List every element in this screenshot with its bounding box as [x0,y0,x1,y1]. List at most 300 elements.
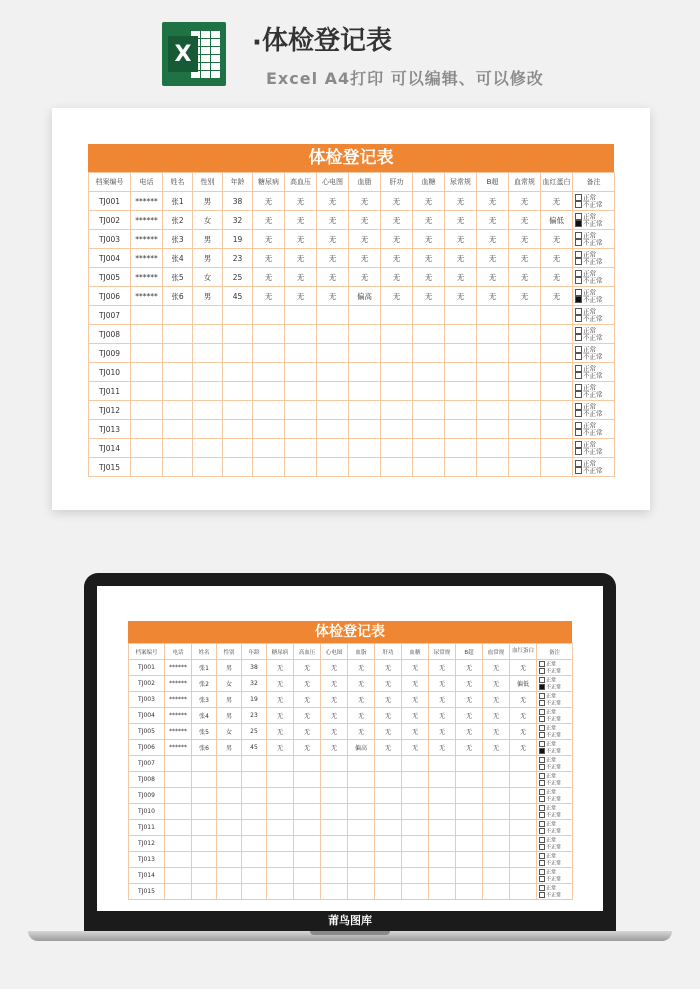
table-row [89,249,615,268]
table-cell [381,325,413,344]
normal-checkbox[interactable] [575,289,582,296]
abnormal-checkbox[interactable] [575,429,582,436]
table-cell: 张4 [163,249,193,268]
table-cell: 男 [217,708,242,724]
note-cell [537,740,573,756]
abnormal-checkbox[interactable] [575,277,582,284]
table-cell [131,420,163,439]
table-cell: 无 [348,724,375,740]
table-cell [509,325,541,344]
sheet-title-small: 体检登记表 [128,621,572,643]
table-cell: 无 [294,724,321,740]
normal-checkbox[interactable] [539,837,545,843]
table-cell [285,344,317,363]
abnormal-checkbox[interactable] [575,448,582,455]
table-cell: 25 [242,724,267,740]
table-cell: 无 [267,724,294,740]
abnormal-checkbox[interactable] [575,258,582,265]
abnormal-checkbox[interactable] [575,467,582,474]
table-cell [192,868,217,884]
table-cell [285,382,317,401]
normal-checkbox[interactable] [575,251,582,258]
abnormal-checkbox[interactable] [539,828,545,834]
table-cell [456,804,483,820]
column-header: 血糖 [413,173,445,192]
header-row [89,173,615,192]
table-cell [541,306,573,325]
abnormal-checkbox[interactable] [539,684,545,690]
table-cell [375,756,402,772]
column-header: 心电图 [321,644,348,660]
normal-label: 正常 [546,661,557,668]
table-cell [429,820,456,836]
table-row [89,287,615,306]
table-cell [381,420,413,439]
normal-checkbox[interactable] [575,403,582,410]
table-cell [285,439,317,458]
note-cell [573,420,615,439]
normal-label: 正常 [546,709,557,716]
table-cell: 无 [285,249,317,268]
table-cell [294,820,321,836]
table-cell [294,804,321,820]
table-cell [349,344,381,363]
table-cell [375,836,402,852]
record-id-cell: TJ002 [129,676,165,692]
table-cell: 无 [509,211,541,230]
record-id-cell: TJ006 [89,287,131,306]
table-cell [456,868,483,884]
table-cell [509,306,541,325]
table-cell [267,788,294,804]
table-cell: 19 [223,230,253,249]
normal-label: 正常 [583,459,596,467]
normal-checkbox[interactable] [575,232,582,239]
table-cell: 38 [223,192,253,211]
table-cell [193,306,223,325]
table-cell: 无 [375,692,402,708]
note-cell [537,788,573,804]
table-cell: 无 [445,287,477,306]
table-cell [375,788,402,804]
table-cell [349,325,381,344]
table-cell: 无 [317,230,349,249]
normal-checkbox[interactable] [575,213,582,220]
note-cell [537,692,573,708]
normal-checkbox[interactable] [575,365,582,372]
table-cell [348,756,375,772]
normal-checkbox[interactable] [539,821,545,827]
column-header: 血脂 [349,173,381,192]
table-cell: 男 [217,692,242,708]
table-cell: 张2 [192,676,217,692]
table-cell [348,884,375,900]
table-cell: 无 [267,740,294,756]
note-cell [573,287,615,306]
table-cell: 男 [193,287,223,306]
table-cell: 45 [223,287,253,306]
table-cell [429,836,456,852]
normal-checkbox[interactable] [539,805,545,811]
abnormal-checkbox[interactable] [539,876,545,882]
abnormal-checkbox[interactable] [539,796,545,802]
abnormal-checkbox[interactable] [539,732,545,738]
abnormal-label: 不正常 [546,796,562,802]
normal-checkbox[interactable] [575,308,582,315]
record-id-cell: TJ013 [89,420,131,439]
record-id-cell: TJ013 [129,852,165,868]
table-cell [349,420,381,439]
table-row [129,708,573,724]
normal-label: 正常 [546,693,557,700]
normal-checkbox[interactable] [575,460,582,467]
table-cell [402,884,429,900]
table-cell [267,836,294,852]
table-cell [413,382,445,401]
abnormal-checkbox[interactable] [539,716,545,722]
column-header: 档案编号 [129,644,165,660]
table-cell [192,788,217,804]
column-header: 血糖 [402,644,429,660]
normal-checkbox[interactable] [575,270,582,277]
table-cell [349,306,381,325]
table-cell: 无 [429,692,456,708]
table-row [129,820,573,836]
table-cell [541,363,573,382]
note-cell [573,344,615,363]
normal-checkbox[interactable] [539,693,545,699]
abnormal-checkbox[interactable] [539,892,545,898]
abnormal-label: 不正常 [583,314,603,323]
table-cell [242,820,267,836]
table-cell [510,820,537,836]
table-cell [541,439,573,458]
abnormal-checkbox[interactable] [575,410,582,417]
table-row [129,788,573,804]
abnormal-checkbox[interactable] [575,239,582,246]
table-cell: 张5 [163,268,193,287]
record-id-cell: TJ008 [129,772,165,788]
table-cell [294,788,321,804]
table-cell [381,363,413,382]
note-cell [573,401,615,420]
record-id-cell: TJ006 [129,740,165,756]
note-cell [573,306,615,325]
table-cell: 无 [429,740,456,756]
table-cell: 无 [349,192,381,211]
normal-checkbox[interactable] [539,853,545,859]
table-cell [349,382,381,401]
record-id-cell: TJ007 [129,756,165,772]
table-cell [317,439,349,458]
table-cell [483,884,510,900]
abnormal-checkbox[interactable] [575,220,582,227]
table-cell: 无 [402,708,429,724]
note-cell [573,211,615,230]
table-cell [483,836,510,852]
column-header: 年龄 [242,644,267,660]
table-cell [477,420,509,439]
table-cell [402,804,429,820]
table-cell: 无 [429,708,456,724]
table-cell [217,852,242,868]
abnormal-checkbox[interactable] [539,812,545,818]
normal-label: 正常 [583,231,596,239]
abnormal-label: 不正常 [546,748,562,754]
normal-checkbox[interactable] [539,757,545,763]
record-id-cell: TJ011 [89,382,131,401]
table-cell: ****** [131,211,163,230]
table-cell: 张4 [192,708,217,724]
column-header: 电话 [165,644,192,660]
normal-checkbox[interactable] [539,741,545,747]
table-cell: 女 [217,676,242,692]
table-cell [267,852,294,868]
table-cell: ****** [131,268,163,287]
abnormal-checkbox[interactable] [539,700,545,706]
table-cell [165,836,192,852]
table-cell [131,363,163,382]
table-cell: 无 [429,724,456,740]
table-cell: 23 [223,249,253,268]
table-cell [223,420,253,439]
table-cell [242,804,267,820]
table-cell [429,756,456,772]
table-cell: 无 [267,708,294,724]
normal-label: 正常 [546,677,557,684]
normal-checkbox[interactable] [539,661,545,667]
table-cell [477,439,509,458]
table-cell: 无 [402,676,429,692]
note-cell [537,772,573,788]
column-header: B超 [477,173,509,192]
table-cell [429,852,456,868]
normal-checkbox[interactable] [575,194,582,201]
table-cell: 无 [294,660,321,676]
normal-checkbox[interactable] [539,677,545,683]
abnormal-checkbox[interactable] [539,844,545,850]
abnormal-checkbox[interactable] [575,296,582,303]
normal-checkbox[interactable] [575,346,582,353]
table-cell [217,804,242,820]
table-cell [317,363,349,382]
table-cell [253,382,285,401]
table-cell [321,836,348,852]
table-cell [429,868,456,884]
table-cell: 无 [253,287,285,306]
table-cell [510,804,537,820]
table-cell [242,836,267,852]
table-cell [402,788,429,804]
table-cell [131,382,163,401]
table-cell [541,458,573,477]
table-cell [217,772,242,788]
table-cell [242,788,267,804]
column-header: 年龄 [223,173,253,192]
table-cell [381,344,413,363]
record-id-cell: TJ004 [89,249,131,268]
normal-label: 正常 [546,885,557,892]
table-cell [456,756,483,772]
table-cell: 无 [294,740,321,756]
abnormal-checkbox[interactable] [575,391,582,398]
column-header: 血常规 [509,173,541,192]
table-cell: 男 [217,740,242,756]
table-cell: 无 [413,192,445,211]
normal-label: 正常 [546,837,557,844]
table-cell: 无 [413,249,445,268]
table-cell [217,788,242,804]
table-cell [242,868,267,884]
normal-checkbox[interactable] [539,709,545,715]
table-cell: 无 [510,740,537,756]
table-cell [429,772,456,788]
normal-label: 正常 [546,773,557,780]
table-cell: 无 [541,230,573,249]
header-row-small [129,644,573,660]
table-cell [223,344,253,363]
table-cell [193,458,223,477]
table-cell [193,363,223,382]
table-row [89,401,615,420]
table-cell [510,852,537,868]
abnormal-label: 不正常 [546,668,562,674]
table-cell: 无 [285,211,317,230]
abnormal-label: 不正常 [583,200,603,209]
table-cell: 无 [253,249,285,268]
normal-checkbox[interactable] [539,773,545,779]
table-cell [193,344,223,363]
table-cell: 无 [348,676,375,692]
record-id-cell: TJ015 [89,458,131,477]
abnormal-checkbox[interactable] [575,353,582,360]
normal-label: 正常 [546,725,557,732]
table-row [129,660,573,676]
table-cell [381,458,413,477]
normal-checkbox[interactable] [575,441,582,448]
normal-checkbox[interactable] [575,327,582,334]
table-cell [321,772,348,788]
abnormal-label: 不正常 [546,812,562,818]
table-cell [483,788,510,804]
table-cell: 无 [349,268,381,287]
table-cell [456,836,483,852]
table-cell: 偏高 [349,287,381,306]
abnormal-checkbox[interactable] [539,748,545,754]
abnormal-label: 不正常 [546,892,562,898]
table-cell [375,852,402,868]
table-cell [348,820,375,836]
table-cell [253,325,285,344]
table-cell: 无 [509,268,541,287]
table-cell [223,306,253,325]
table-cell: 23 [242,708,267,724]
abnormal-checkbox[interactable] [539,780,545,786]
abnormal-checkbox[interactable] [575,201,582,208]
table-cell: 无 [509,287,541,306]
sheet-large [88,144,614,477]
abnormal-checkbox[interactable] [539,764,545,770]
table-cell [477,363,509,382]
table-cell [317,382,349,401]
table-cell: 无 [375,724,402,740]
table-row [129,756,573,772]
table-cell [317,325,349,344]
table-cell: 无 [541,287,573,306]
table-cell [217,820,242,836]
table-cell [541,325,573,344]
normal-checkbox[interactable] [539,725,545,731]
table-cell [381,439,413,458]
abnormal-checkbox[interactable] [575,334,582,341]
normal-checkbox[interactable] [575,384,582,391]
table-cell: ****** [131,249,163,268]
note-cell [537,804,573,820]
table-cell: 无 [477,249,509,268]
title-bullet: · [252,28,262,58]
table-cell: 无 [413,287,445,306]
table-cell: 无 [267,660,294,676]
normal-label: 正常 [583,250,596,258]
table-cell: 无 [285,192,317,211]
table-row [89,211,615,230]
table-cell: 无 [483,676,510,692]
abnormal-checkbox[interactable] [539,668,545,674]
table-cell [477,458,509,477]
table-cell [165,868,192,884]
normal-checkbox[interactable] [575,422,582,429]
table-cell [131,306,163,325]
note-cell [573,192,615,211]
normal-checkbox[interactable] [539,869,545,875]
normal-checkbox[interactable] [539,885,545,891]
table-cell [321,788,348,804]
note-cell [537,676,573,692]
note-cell [573,458,615,477]
abnormal-label: 不正常 [583,333,603,342]
abnormal-checkbox[interactable] [575,315,582,322]
table-cell [445,325,477,344]
table-cell: 无 [445,230,477,249]
record-id-cell: TJ004 [129,708,165,724]
table-cell: 无 [253,211,285,230]
table-cell: 无 [445,249,477,268]
record-id-cell: TJ015 [129,884,165,900]
table-cell: 无 [375,660,402,676]
table-cell [321,820,348,836]
table-cell [413,363,445,382]
table-cell [402,820,429,836]
table-cell [348,868,375,884]
table-row [129,740,573,756]
note-cell [573,268,615,287]
table-cell [165,788,192,804]
table-cell [223,439,253,458]
abnormal-label: 不正常 [583,238,603,247]
record-id-cell: TJ009 [129,788,165,804]
table-cell [317,420,349,439]
column-header: 备注 [537,644,573,660]
table-cell [193,439,223,458]
abnormal-checkbox[interactable] [539,860,545,866]
table-cell [375,884,402,900]
table-cell [541,401,573,420]
normal-checkbox[interactable] [539,789,545,795]
abnormal-checkbox[interactable] [575,372,582,379]
table-cell: 无 [477,287,509,306]
table-cell [413,344,445,363]
table-cell [541,344,573,363]
